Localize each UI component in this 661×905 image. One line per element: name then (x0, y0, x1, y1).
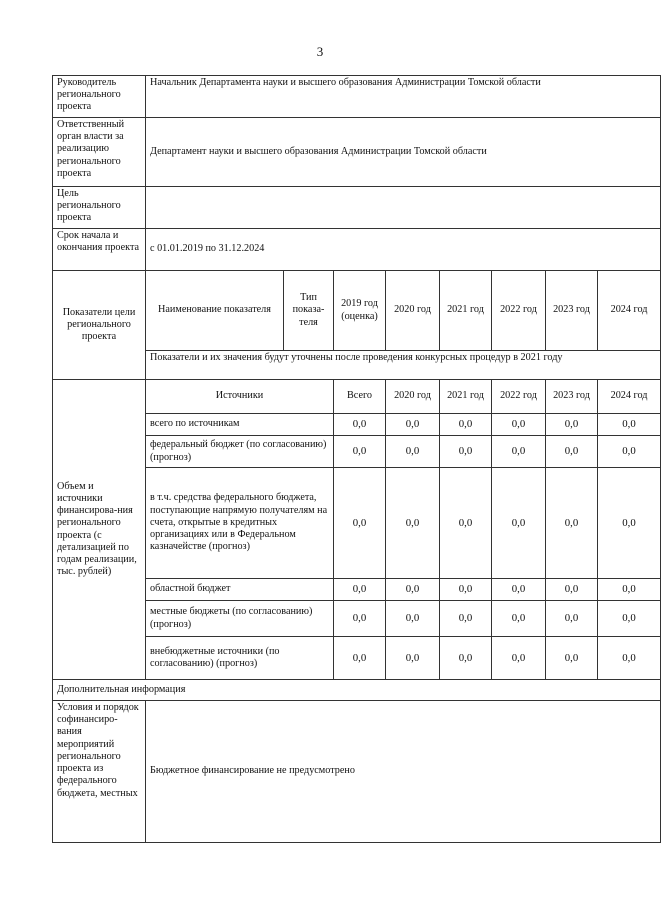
funding-value: 0,0 (440, 468, 492, 579)
funding-value: 0,0 (492, 436, 546, 468)
row-indicators-header (53, 271, 661, 351)
leader-label: Руководитель регионального проекта (53, 76, 146, 118)
funding-col-2020: 2020 год (386, 380, 440, 414)
funding-value: 0,0 (598, 414, 661, 436)
page-number: 3 (316, 44, 324, 59)
funding-value: 0,0 (386, 601, 440, 637)
funding-source-name: местные бюджеты (по согласованию) (прогноз) (146, 601, 334, 637)
funding-value: 0,0 (546, 579, 598, 601)
funding-value: 0,0 (386, 436, 440, 468)
indicator-col-2020: 2020 год (386, 271, 440, 351)
funding-value: 0,0 (334, 436, 386, 468)
funding-col-2022: 2022 год (492, 380, 546, 414)
passport-table-container (52, 75, 648, 843)
funding-value: 0,0 (440, 637, 492, 680)
funding-value: 0,0 (546, 468, 598, 579)
funding-source-name: в т.ч. средства федерального бюджета, поступающие напрямую получателям на счета, открытые в кредитных организациях или в Федеральном казначействе (прогноз) (146, 468, 334, 579)
funding-value: 0,0 (546, 414, 598, 436)
funding-value: 0,0 (492, 601, 546, 637)
row-period (53, 229, 661, 271)
funding-source-name: всего по источникам (146, 414, 334, 436)
funding-value: 0,0 (598, 468, 661, 579)
funding-value: 0,0 (492, 414, 546, 436)
funding-value: 0,0 (386, 468, 440, 579)
funding-value: 0,0 (546, 637, 598, 680)
row-funding-header (53, 380, 661, 414)
funding-value: 0,0 (440, 436, 492, 468)
funding-value: 0,0 (598, 579, 661, 601)
funding-source-name: областной бюджет (146, 579, 334, 601)
row-responsible (53, 118, 661, 187)
indicator-col-2019: 2019 год (оценка) (334, 271, 386, 351)
funding-value: 0,0 (334, 637, 386, 680)
funding-value: 0,0 (334, 601, 386, 637)
funding-value: 0,0 (598, 637, 661, 680)
passport-table (52, 75, 661, 843)
cofinancing-label: Условия и порядок софинансиро-вания мероприятий регионального проекта из федерального бюджета, местных (53, 701, 146, 843)
row-leader (53, 76, 661, 118)
funding-value: 0,0 (440, 414, 492, 436)
funding-value: 0,0 (440, 601, 492, 637)
funding-source-name: федеральный бюджет (по согласованию) (прогноз) (146, 436, 334, 468)
indicator-col-2021: 2021 год (440, 271, 492, 351)
funding-value: 0,0 (334, 468, 386, 579)
funding-source-name: внебюджетные источники (по согласованию) (прогноз) (146, 637, 334, 680)
indicators-note: Показатели и их значения будут уточнены после проведения конкурсных процедур в 2021 году (146, 351, 661, 380)
goal-value (146, 187, 661, 229)
cofinancing-value: Бюджетное финансирование не предусмотрено (146, 701, 661, 843)
row-cofinancing (53, 701, 661, 843)
indicator-col-2022: 2022 год (492, 271, 546, 351)
indicators-label: Показатели цели регионального проекта (53, 271, 146, 380)
funding-col-sources: Источники (146, 380, 334, 414)
funding-value: 0,0 (386, 637, 440, 680)
funding-value: 0,0 (440, 579, 492, 601)
indicator-col-2023: 2023 год (546, 271, 598, 351)
funding-value: 0,0 (334, 579, 386, 601)
funding-value: 0,0 (492, 637, 546, 680)
indicator-col-type: Тип показа-теля (284, 271, 334, 351)
funding-value: 0,0 (598, 601, 661, 637)
row-additional (53, 680, 661, 701)
responsible-value: Департамент науки и высшего образования Администрации Томской области (146, 118, 661, 187)
funding-label: Объем и источники финансирова-ния регионального проекта (с детализацией по годам реализации, тыс. рублей) (53, 380, 146, 680)
leader-value: Начальник Департамента науки и высшего образования Администрации Томской области (146, 76, 661, 118)
additional-label: Дополнительная информация (53, 680, 661, 701)
funding-value: 0,0 (598, 436, 661, 468)
funding-value: 0,0 (492, 468, 546, 579)
funding-value: 0,0 (386, 579, 440, 601)
funding-value: 0,0 (546, 436, 598, 468)
funding-col-2023: 2023 год (546, 380, 598, 414)
period-label: Срок начала и окончания проекта (53, 229, 146, 271)
period-value: с 01.01.2019 по 31.12.2024 (146, 229, 661, 271)
funding-col-2021: 2021 год (440, 380, 492, 414)
indicator-col-2024: 2024 год (598, 271, 661, 351)
funding-value: 0,0 (334, 414, 386, 436)
funding-value: 0,0 (492, 579, 546, 601)
funding-col-total: Всего (334, 380, 386, 414)
funding-value: 0,0 (546, 601, 598, 637)
funding-value: 0,0 (386, 414, 440, 436)
responsible-label: Ответственный орган власти за реализацию регионального проекта (53, 118, 146, 187)
funding-col-2024: 2024 год (598, 380, 661, 414)
goal-label: Цель регионального проекта (53, 187, 146, 229)
indicator-col-name: Наименование показателя (146, 271, 284, 351)
row-goal (53, 187, 661, 229)
